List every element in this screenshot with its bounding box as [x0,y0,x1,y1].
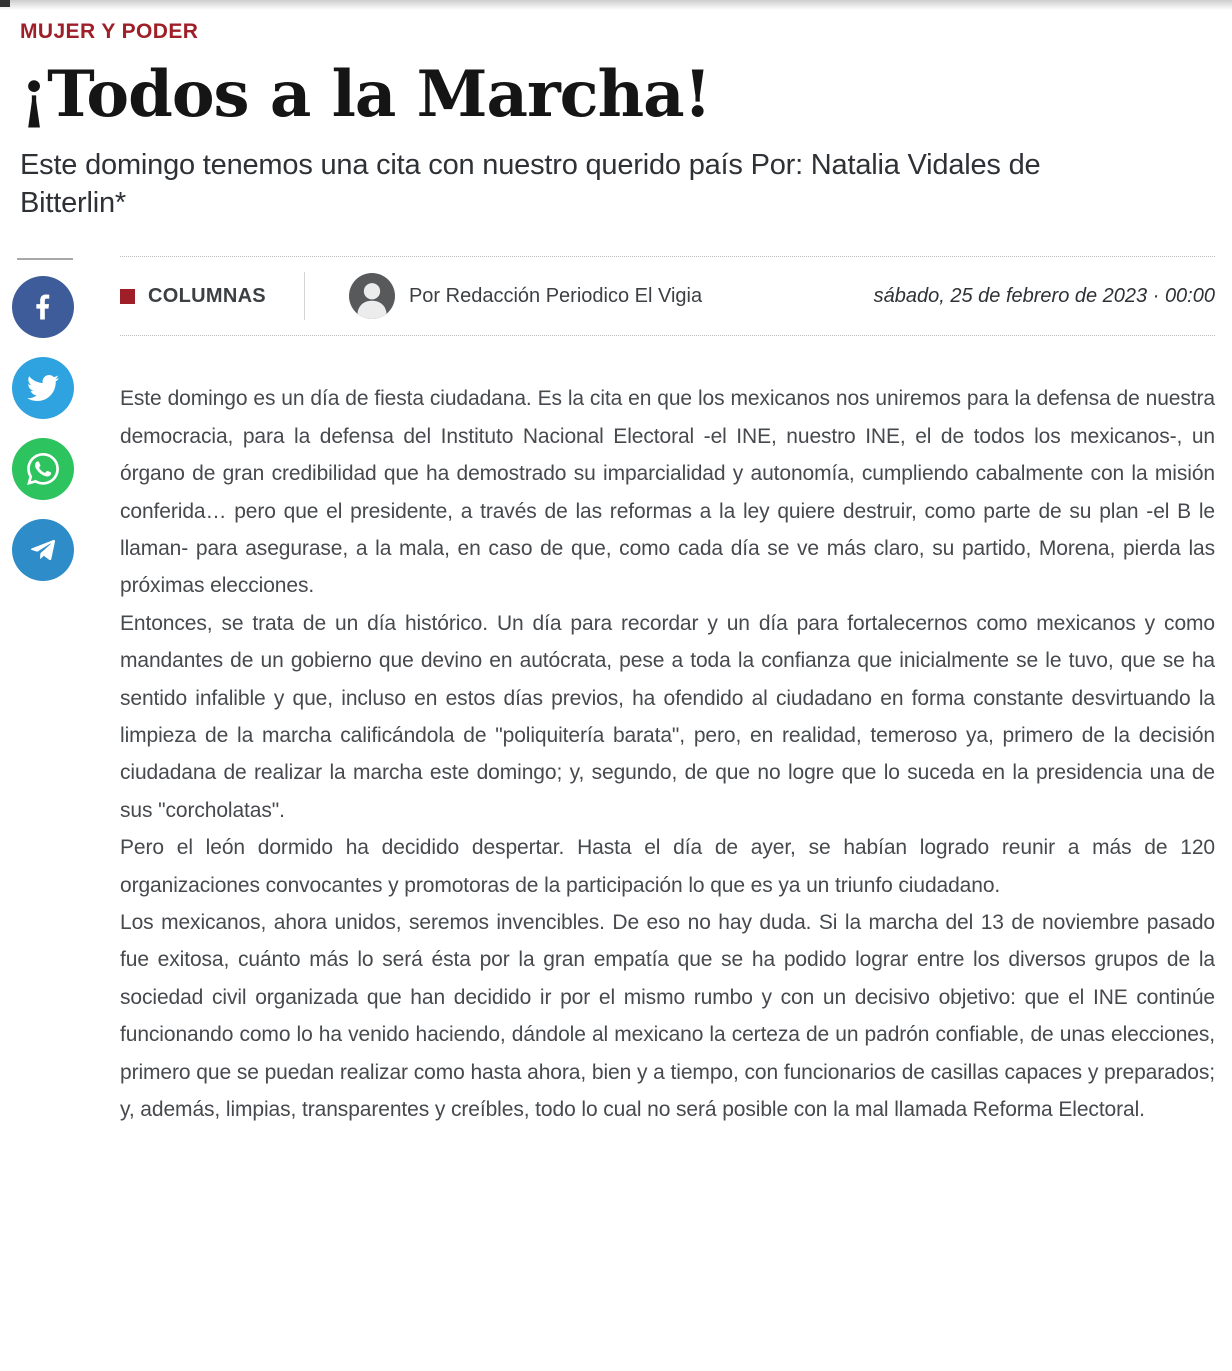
whatsapp-share-button[interactable] [12,438,74,500]
facebook-share-button[interactable] [12,276,74,338]
author-name: Por Redacción Periodico El Vigia [408,284,703,307]
publish-datetime: sábado, 25 de febrero de 2023 · 00:00 [873,284,1215,307]
twitter-icon [27,372,59,404]
category-label[interactable]: MUJER Y PODER [20,20,199,43]
content-area [0,256,1232,1128]
author-avatar [349,273,395,319]
top-gradient-bar [0,0,1232,10]
article-meta-row [120,256,1215,336]
article-headline: ¡Todos a la Marcha! [20,57,711,132]
window-corner [0,0,10,7]
author-link[interactable] [349,273,702,319]
twitter-share-button[interactable] [12,357,74,419]
section-tag[interactable] [120,285,266,308]
meta-vertical-divider [304,272,305,320]
article-paragraph: Pero el león dormido ha decidido despertar. Hasta el día de ayer, se habían logrado reunir a más de 120 organizaciones convocantes y promotoras de la participación lo que es ya un triunfo ciudadano. [120,836,1215,897]
article-paragraph: Los mexicanos, ahora unidos, seremos invencibles. De eso no hay duda. Si la marcha del 13 de noviembre pasado fue exitosa, cuánto más lo será ésta por la gran empatía que se ha podido lograr entre los diversos grupos de la sociedad civil organizada que han decidido ir por el mismo rumbo y con un decisivo objetivo: que el INE continúe funcionando como lo ha venido haciendo, dándole al mexicano la certeza de un padrón confiable, de unas elecciones, primero que se puedan realizar como hasta ahora, bien y a tiempo, con funcionarios de casillas capaces y preparados; y, además, limpias, transparentes y creíbles, todo lo cual no será posible con la mal llamada Reforma Electoral. [120,911,1215,1122]
telegram-icon [27,534,59,566]
social-share-rail [12,258,82,600]
article-paragraph: Entonces, se trata de un día histórico. Un día para recordar y un día para fortalecernos como mexicanos y como mandantes de un gobierno que devino en autócrata, pese a toda la confianza que inicialmente se le tuvo, que se ha sentido infalible y que, incluso en estos días previos, ha ofendido al ciudadano en forma constante desvirtuando la limpieza de la marcha calificándola de "poliquitería barata", pero, en realidad, temeroso ya, primero de la decisión ciudadana de realizar la marcha este domingo; y, segundo, de que no logre que lo suceda en la presidencia una de sus "corcholatas". [120,611,1215,822]
telegram-share-button[interactable] [12,519,74,581]
article-paragraph: Este domingo es un día de fiesta ciudadana. Es la cita en que los mexicanos nos uniremos para la defensa de nuestra democracia, para la defensa del Instituto Nacional Electoral -el INE, nuestro INE, el de todos los mexicanos-, un órgano de gran credibilidad que ha demostrado su imparcialidad y autonomía, cumpliendo cabalmente con la misión conferida… pero que el presidente, a través de las reformas a la ley quiere destruir, como parte de su plan -el B le llaman- para asegurase, a la mala, en caso de que, como cada día se ve más claro, su partido, Morena, pierda las próximas elecciones. [120,387,1215,598]
whatsapp-icon [27,453,59,485]
section-square-icon [120,289,135,304]
article-body [120,380,1215,1128]
facebook-icon [28,292,58,322]
article-header [0,10,1232,222]
article-subtitle: Este domingo tenemos una cita con nuestro querido país Por: Natalia Vidales de Bitterlin* [20,149,1041,220]
person-icon [349,273,395,319]
main-column [120,256,1215,1128]
section-label: COLUMNAS [148,284,266,307]
rail-divider [17,258,73,260]
